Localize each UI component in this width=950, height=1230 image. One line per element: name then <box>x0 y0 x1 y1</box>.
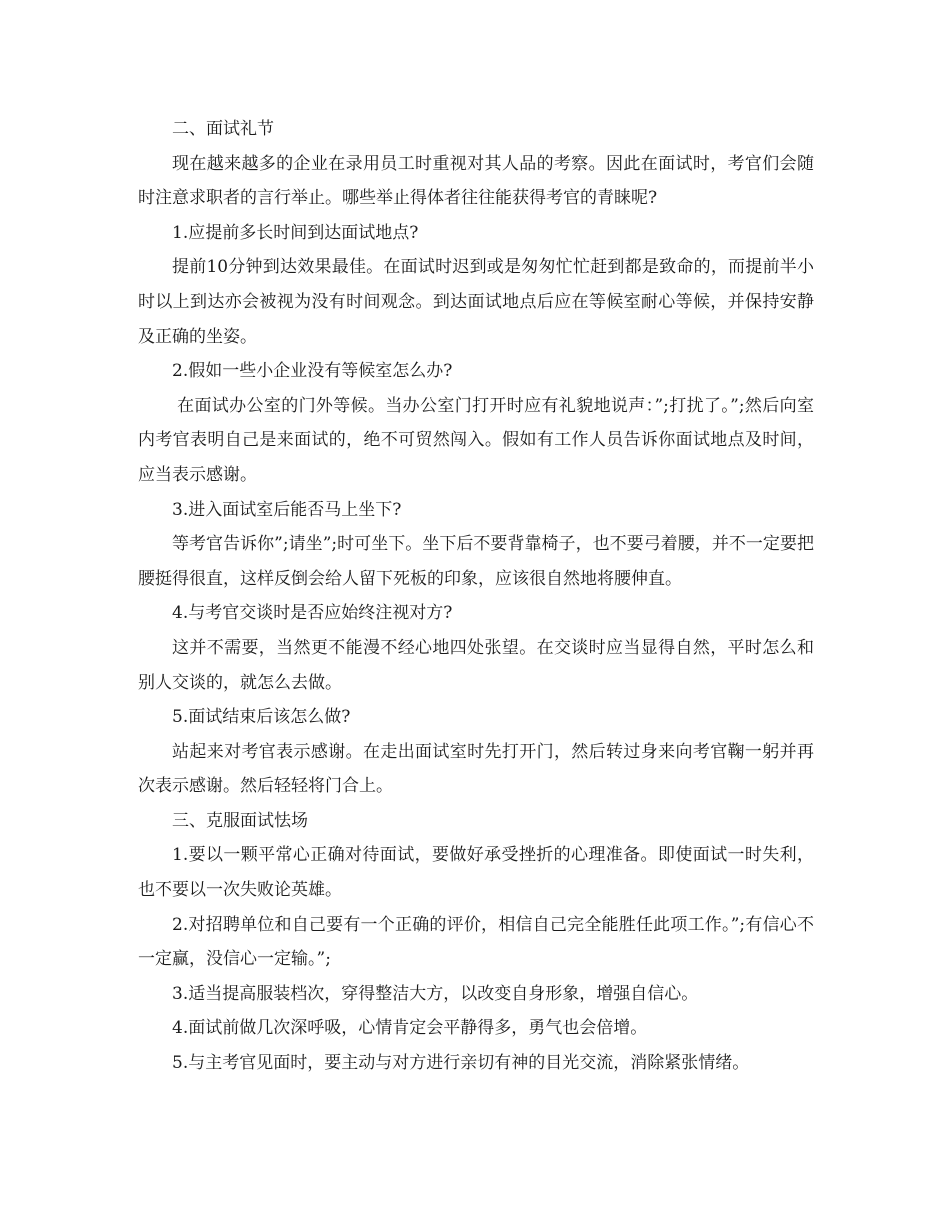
answer-3: 等考官告诉你”;请坐”;时可坐下。坐下后不要背靠椅子，也不要弓着腰，并不一定要把腰挺得很直，这样反倒会给人留下死板的印象，应该很自然地将腰伸直。 <box>138 534 814 589</box>
question-3: 3.进入面试室后能否马上坐下? <box>172 499 402 520</box>
question-4: 4.与考官交谈时是否应始终注视对方? <box>172 603 453 624</box>
tip-1: 1.要以一颗平常心正确对待面试，要做好承受挫折的心理准备。即使面试一时失利，也不要以一次失败论英雄。 <box>138 845 814 901</box>
tip-4: 4.面试前做几次深呼吸，心情肯定会平静得多，勇气也会倍增。 <box>172 1018 648 1039</box>
question-5: 5.面试结束后该怎么做? <box>172 707 351 728</box>
section-heading-stage-fright: 三、克服面试怯场 <box>172 810 308 831</box>
document-body <box>138 112 814 1081</box>
answer-4: 这并不需要，当然更不能漫不经心地四处张望。在交谈时应当显得自然，平时怎么和别人交谈的，就怎么去做。 <box>138 637 814 693</box>
question-2: 2.假如一些小企业没有等候室怎么办? <box>172 361 453 382</box>
tip-3: 3.适当提高服装档次，穿得整洁大方，以改变自身形象，增强自信心。 <box>172 983 699 1004</box>
tip-2: 2.对招聘单位和自己要有一个正确的评价，相信自己完全能胜任此项工作。”;有信心不一定赢，没信心一定输。”; <box>138 914 814 970</box>
answer-5: 站起来对考官表示感谢。在走出面试室时先打开门，然后转过身来向考官鞠一躬并再次表示感谢。然后轻轻将门合上。 <box>138 741 814 797</box>
answer-1: 提前10分钟到达效果最佳。在面试时迟到或是匆匆忙忙赶到都是致命的，而提前半小时以上到达亦会被视为没有时间观念。到达面试地点后应在等候室耐心等候，并保持安静及正确的坐姿。 <box>138 257 814 347</box>
tip-5: 5.与主考官见面时，要主动与对方进行亲切有神的目光交流，消除紧张情绪。 <box>172 1053 750 1074</box>
paragraph-intro: 现在越来越多的企业在录用员工时重视对其人品的考察。因此在面试时，考官们会随时注意求职者的言行举止。哪些举止得体者往往能获得考官的青睐呢? <box>138 153 814 209</box>
question-1: 1.应提前多长时间到达面试地点? <box>172 222 419 243</box>
section-heading-etiquette: 二、面试礼节 <box>172 119 274 139</box>
answer-2: 在面试办公室的门外等候。当办公室门打开时应有礼貌地说声：”;打扰了。”;然后向室内考官表明自己是来面试的，绝不可贸然闯入。假如有工作人员告诉你面试地点及时间，应当表示感谢。 <box>138 395 814 485</box>
